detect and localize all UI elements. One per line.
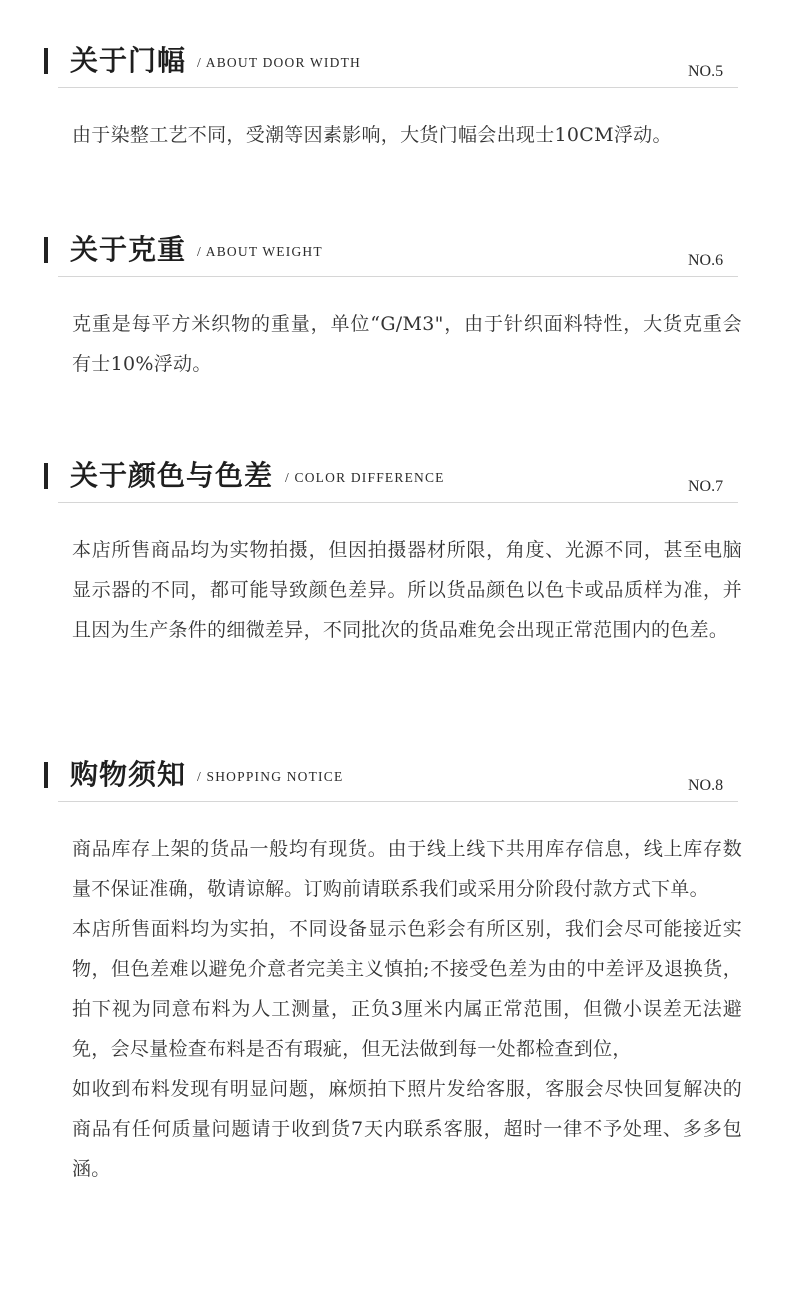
section-subtitle: / COLOR DIFFERENCE — [285, 470, 445, 485]
section-marker-bar — [44, 48, 48, 74]
paragraph: 本店所售商品均为实物拍摄，但因拍摄器材所限，角度、光源不同，甚至电脑显示器的不同，都可能导致颜色差异。所以货品颜色以色卡或品质样为准，并且因为生产条件的细微差异，不同批次的货品难免会出现正常范围内的色差。 — [72, 539, 742, 641]
section-body — [72, 115, 742, 155]
section-body — [72, 304, 742, 384]
section-subtitle: / ABOUT DOOR WIDTH — [197, 55, 361, 70]
section-number: NO.5 — [688, 63, 724, 80]
section-divider — [58, 502, 738, 503]
paragraph: 克重是每平方米织物的重量，单位“G/M3"，由于针织面料特性，大货克重会有士10%浮动。 — [72, 313, 742, 375]
section-body — [72, 530, 742, 650]
section-marker-bar — [44, 237, 48, 263]
section-subtitle: / SHOPPING NOTICE — [197, 769, 344, 784]
section-title: 关于克重 — [70, 233, 187, 266]
section-divider — [58, 801, 738, 802]
paragraph: 由于染整工艺不同，受潮等因素影响，大货门幅会出现士10CM浮动。 — [72, 124, 672, 146]
section-marker-bar — [44, 463, 48, 489]
section-body — [72, 829, 742, 1189]
section-number: NO.6 — [688, 252, 724, 269]
section-title: 关于门幅 — [70, 44, 187, 77]
section-divider — [58, 276, 738, 277]
section-subtitle: / ABOUT WEIGHT — [197, 244, 323, 259]
section-number: NO.7 — [688, 478, 724, 495]
paragraph: 商品库存上架的货品一般均有现货。由于线上线下共用库存信息，线上库存数量不保证准确，敬请谅解。订购前请联系我们或采用分阶段付款方式下单。 — [72, 838, 742, 900]
section-number: NO.8 — [688, 777, 724, 794]
section-title: 购物须知 — [70, 758, 187, 791]
section-title: 关于颜色与色差 — [70, 459, 274, 492]
paragraph: 如收到布料发现有明显问题，麻烦拍下照片发给客服，客服会尽快回复解决的商品有任何质量问题请于收到货7天内联系客服，超时一律不予处理、多多包涵。 — [72, 1078, 742, 1180]
paragraph: 本店所售面料均为实拍，不同设备显示色彩会有所区别，我们会尽可能接近实物，但色差难以避免介意者完美主义慎拍;不接受色差为由的中差评及退换货，拍下视为同意布料为人工测量，正负3厘米内属正常范围，但微小误差无法避免，会尽量检查布料是否有瑕疵，但无法做到每一处都检查到位， — [72, 918, 742, 1060]
section-marker-bar — [44, 762, 48, 788]
section-divider — [58, 87, 738, 88]
